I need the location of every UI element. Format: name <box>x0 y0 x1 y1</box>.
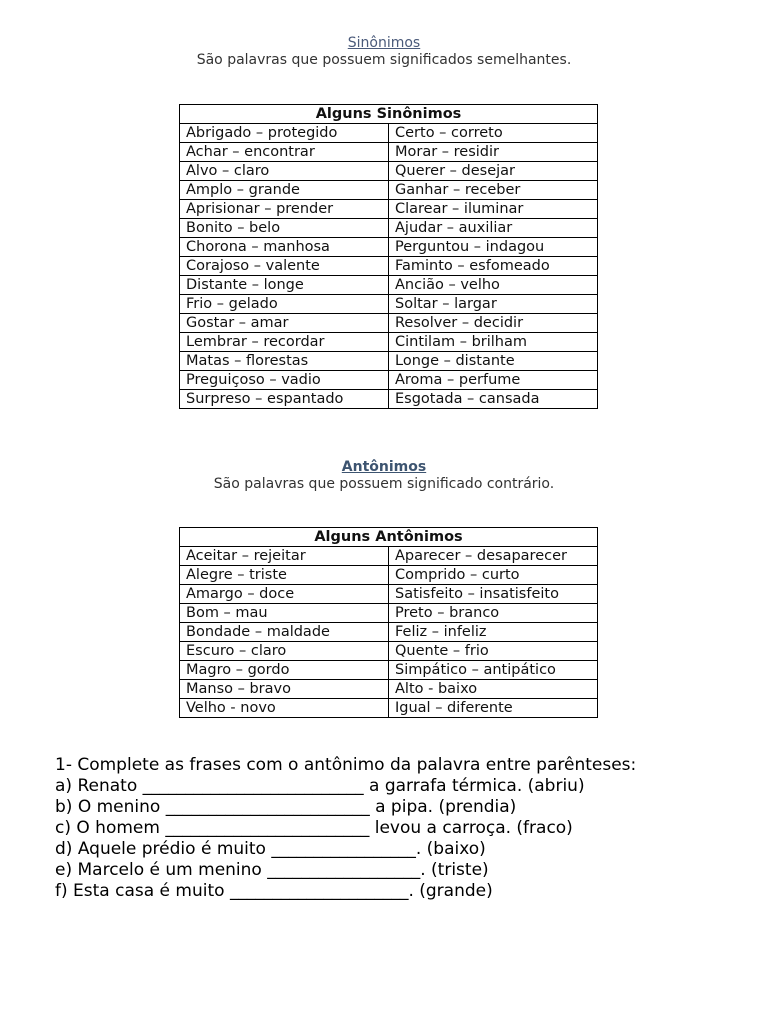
word-pair-right: Resolver – decidir <box>389 314 598 333</box>
table-row <box>180 219 598 238</box>
exercise-item-e: e) Marcelo é um menino __________________. (triste) <box>55 860 489 880</box>
table-row <box>180 623 598 642</box>
word-pair-left: Distante – longe <box>180 276 389 295</box>
exercise-section <box>55 755 735 902</box>
word-pair-left: Gostar – amar <box>180 314 389 333</box>
word-pair-left: Aceitar – rejeitar <box>180 547 389 566</box>
word-pair-right: Simpático – antipático <box>389 661 598 680</box>
word-pair-left: Aprisionar – prender <box>180 200 389 219</box>
synonyms-title-link[interactable]: Sinônimos <box>347 35 421 51</box>
word-pair-left: Amplo – grande <box>180 181 389 200</box>
word-pair-right: Clarear – iluminar <box>389 200 598 219</box>
word-pair-left: Bom – mau <box>180 604 389 623</box>
table-row <box>180 200 598 219</box>
exercise-title: 1- Complete as frases com o antônimo da palavra entre parênteses: <box>55 755 637 775</box>
synonyms-subtitle: São palavras que possuem significados semelhantes. <box>196 52 572 68</box>
word-pair-right: Aparecer – desaparecer <box>389 547 598 566</box>
table-row <box>180 680 598 699</box>
word-pair-right: Certo – correto <box>389 124 598 143</box>
word-pair-right: Feliz – infeliz <box>389 623 598 642</box>
word-pair-right: Longe – distante <box>389 352 598 371</box>
table-row <box>180 604 598 623</box>
table-row <box>180 181 598 200</box>
exercise-item-a: a) Renato __________________________ a garrafa térmica. (abriu) <box>55 776 585 796</box>
exercise-item-f: f) Esta casa é muito _____________________. (grande) <box>55 881 493 901</box>
antonyms-table <box>179 527 598 718</box>
word-pair-left: Magro – gordo <box>180 661 389 680</box>
word-pair-right: Esgotada – cansada <box>389 390 598 409</box>
word-pair-left: Manso – bravo <box>180 680 389 699</box>
word-pair-right: Ganhar – receber <box>389 181 598 200</box>
table-row <box>180 585 598 604</box>
word-pair-left: Achar – encontrar <box>180 143 389 162</box>
word-pair-left: Escuro – claro <box>180 642 389 661</box>
word-pair-right: Ancião – velho <box>389 276 598 295</box>
word-pair-right: Satisfeito – insatisfeito <box>389 585 598 604</box>
word-pair-right: Quente – frio <box>389 642 598 661</box>
table-row <box>180 314 598 333</box>
word-pair-left: Bonito – belo <box>180 219 389 238</box>
word-pair-left: Velho - novo <box>180 699 389 718</box>
word-pair-left: Alegre – triste <box>180 566 389 585</box>
word-pair-right: Alto - baixo <box>389 680 598 699</box>
word-pair-right: Morar – residir <box>389 143 598 162</box>
word-pair-right: Cintilam – brilham <box>389 333 598 352</box>
table-row <box>180 238 598 257</box>
table-row <box>180 162 598 181</box>
word-pair-left: Lembrar – recordar <box>180 333 389 352</box>
table-row <box>180 371 598 390</box>
table-row <box>180 124 598 143</box>
synonyms-table-header: Alguns Sinônimos <box>180 105 598 124</box>
table-row <box>180 352 598 371</box>
table-row <box>180 642 598 661</box>
word-pair-right: Ajudar – auxiliar <box>389 219 598 238</box>
table-row <box>180 390 598 409</box>
word-pair-left: Alvo – claro <box>180 162 389 181</box>
synonyms-table <box>179 104 598 409</box>
word-pair-right: Soltar – largar <box>389 295 598 314</box>
word-pair-right: Comprido – curto <box>389 566 598 585</box>
table-row <box>180 257 598 276</box>
antonyms-title-link[interactable]: Antônimos <box>341 459 427 475</box>
word-pair-right: Preto – branco <box>389 604 598 623</box>
word-pair-left: Bondade – maldade <box>180 623 389 642</box>
exercise-item-d: d) Aquele prédio é muito _________________. (baixo) <box>55 839 486 859</box>
table-row <box>180 566 598 585</box>
table-row <box>180 661 598 680</box>
table-row <box>180 295 598 314</box>
word-pair-left: Surpreso – espantado <box>180 390 389 409</box>
word-pair-right: Querer – desejar <box>389 162 598 181</box>
word-pair-right: Faminto – esfomeado <box>389 257 598 276</box>
word-pair-left: Matas – florestas <box>180 352 389 371</box>
exercise-item-b: b) O menino ________________________ a pipa. (prendia) <box>55 797 517 817</box>
table-row <box>180 699 598 718</box>
table-row <box>180 333 598 352</box>
word-pair-left: Corajoso – valente <box>180 257 389 276</box>
word-pair-left: Abrigado – protegido <box>180 124 389 143</box>
word-pair-left: Amargo – doce <box>180 585 389 604</box>
word-pair-right: Aroma – perfume <box>389 371 598 390</box>
table-row <box>180 547 598 566</box>
word-pair-right: Perguntou – indagou <box>389 238 598 257</box>
word-pair-left: Preguiçoso – vadio <box>180 371 389 390</box>
exercise-item-c: c) O homem ________________________ levou a carroça. (fraco) <box>55 818 573 838</box>
synonyms-header <box>0 35 768 68</box>
antonyms-subtitle: São palavras que possuem significado contrário. <box>213 476 555 492</box>
antonyms-header <box>0 459 768 492</box>
antonyms-table-header: Alguns Antônimos <box>180 528 598 547</box>
table-row <box>180 143 598 162</box>
word-pair-right: Igual – diferente <box>389 699 598 718</box>
word-pair-left: Frio – gelado <box>180 295 389 314</box>
word-pair-left: Chorona – manhosa <box>180 238 389 257</box>
table-row <box>180 276 598 295</box>
